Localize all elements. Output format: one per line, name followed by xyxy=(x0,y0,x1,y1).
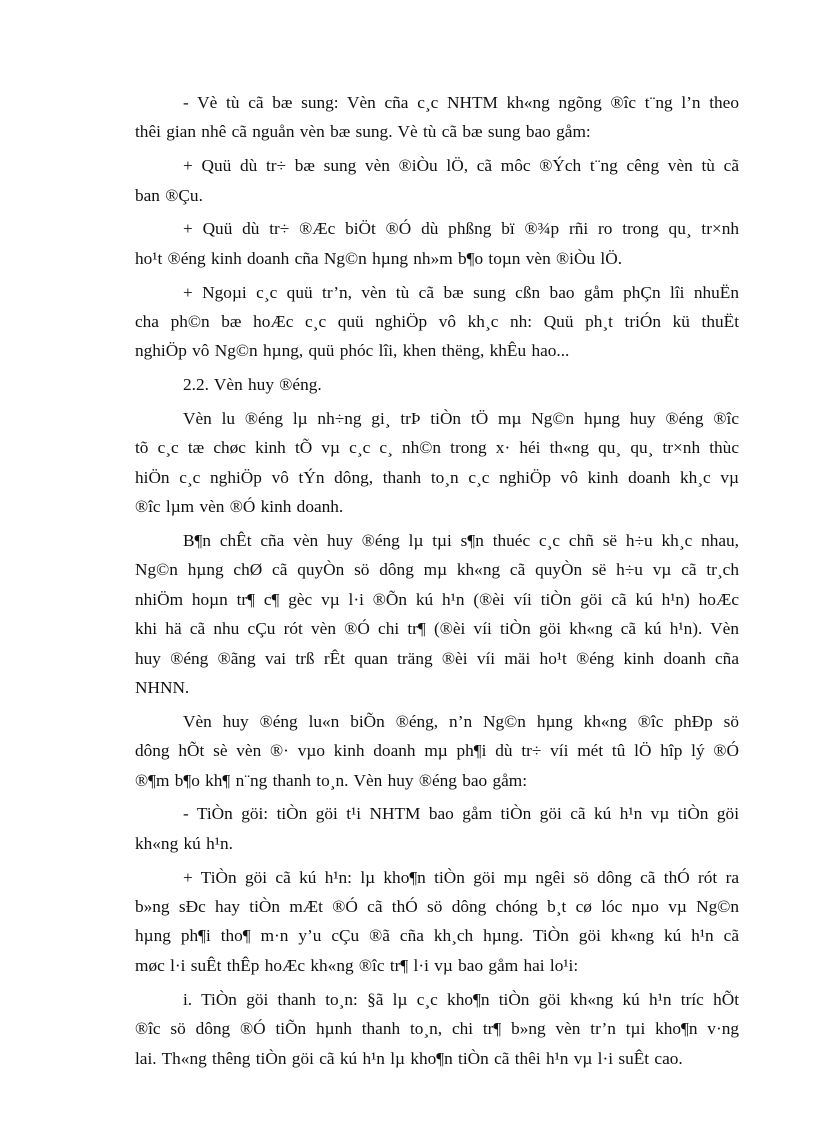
paragraph-line: Vèn huy ®éng lu«n biÕn ®éng, n’n Ng©n hµng kh«ng ®îc phÐp sö xyxy=(183,711,739,731)
paragraph-line: + TiÒn göi cã kú h¹n: lµ kho¶n tiÒn göi mµ ngêi sö dông cã thÓ rót ra xyxy=(183,867,739,887)
paragraph-line: i. TiÒn göi thanh to¸n: §ã lµ c¸c kho¶n tiÒn göi kh«ng kú h¹n tríc hÕt xyxy=(183,989,739,1009)
paragraph-line: NHNN. xyxy=(135,678,190,698)
paragraph-line: møc l·i suÊt thÊp hoÆc kh«ng ®îc tr¶ l·i vµ bao gåm hai lo¹i: xyxy=(135,955,579,975)
document-paragraph xyxy=(135,526,739,702)
paragraph-line: + Ngoµi c¸c quü tr’n, vèn tù cã bæ sung cßn bao gåm phÇn lîi nhuËn xyxy=(183,282,739,302)
paragraph-line: thêi gian nhê cã nguån vèn bæ sung. Vè tù cã bæ sung bao gåm: xyxy=(135,122,591,142)
paragraph-line: ®¶m b¶o kh¶ n¨ng thanh to¸n. Vèn huy ®éng bao gåm: xyxy=(135,770,528,790)
paragraph-line: Vèn lu ®éng lµ nh÷ng gi¸ trÞ tiÒn tÖ mµ Ng©n hµng huy ®éng ®îc xyxy=(183,409,739,429)
paragraph-line: khi hä cã nhu cÇu rót vèn ®Ó chi tr¶ (®èi víi tiÒn göi kh«ng cã kú h¹n). Vèn xyxy=(135,619,739,639)
document-paragraph xyxy=(135,151,739,210)
paragraph-line: + Quü dù tr÷ ®Æc biÖt ®Ó dù phßng bï ®¾p rñi ro trong qu¸ tr×nh xyxy=(183,219,739,239)
paragraph-line: ban ®Çu. xyxy=(135,185,203,205)
document-paragraph xyxy=(135,214,739,273)
document-paragraph xyxy=(135,863,739,981)
paragraph-line: - TiÒn göi: tiÒn göi t¹i NHTM bao gåm tiÒn göi cã kú h¹n vµ tiÒn göi xyxy=(183,804,739,824)
document-paragraph xyxy=(135,799,739,858)
paragraph-line: dông hÕt sè vèn ®· vµo kinh doanh mµ ph¶i dù tr÷ víi mét tû lÖ hîp lý ®Ó xyxy=(135,741,739,761)
paragraph-line: + Quü dù tr÷ bæ sung vèn ®iÒu lÖ, cã môc ®Ých t¨ng cêng vèn tù cã xyxy=(183,156,739,176)
document-body xyxy=(135,88,739,1077)
paragraph-line: - Vè tù cã bæ sung: Vèn cña c¸c NHTM kh«ng ngõng ®îc t¨ng l’n theo xyxy=(183,93,739,112)
paragraph-line: huy ®éng ®ãng vai trß rÊt quan träng ®èi víi mäi ho¹t ®éng kinh doanh cña xyxy=(135,648,739,668)
paragraph-line: lai. Th«ng thêng tiÒn göi cã kú h¹n lµ kho¶n tiÒn cã thêi h¹n vµ l·i suÊt cao. xyxy=(135,1048,683,1068)
paragraph-line: Ng©n hµng chØ cã quyÒn sö dông mµ kh«ng cã quyÒn së h÷u vµ cã tr¸ch xyxy=(135,560,739,580)
paragraph-line: hµng ph¶i tho¶ m·n y’u cÇu ®ã cña kh¸ch hµng. TiÒn göi kh«ng kú h¹n cã xyxy=(135,926,739,946)
document-paragraph xyxy=(135,404,739,522)
paragraph-line: tõ c¸c tæ chøc kinh tÕ vµ c¸c c¸ nh©n trong x· héi th«ng qu¸ qu¸ tr×nh thùc xyxy=(135,438,739,458)
paragraph-line: 2.2. Vèn huy ®éng. xyxy=(183,375,322,395)
paragraph-line: ®îc lµm vèn ®Ó kinh doanh. xyxy=(135,497,344,517)
document-paragraph xyxy=(135,370,739,399)
paragraph-line: ho¹t ®éng kinh doanh cña Ng©n hµng nh»m b¶o toµn vèn ®iÒu lÖ. xyxy=(135,248,623,268)
document-paragraph xyxy=(135,707,739,795)
paragraph-line: nhiÖm hoµn tr¶ c¶ gèc vµ l·i ®Õn kú h¹n (®èi víi tiÒn göi cã kú h¹n) hoÆc xyxy=(135,589,739,609)
document-paragraph xyxy=(135,278,739,366)
paragraph-line: b»ng sÐc hay tiÒn mÆt ®Ó cã thÓ sö dông chóng b¸t cø lóc nµo vµ Ng©n xyxy=(135,897,739,917)
paragraph-line: ®îc sö dông ®Ó tiÕn hµnh thanh to¸n, chi tr¶ b»ng vèn tr’n tµi kho¶n v·ng xyxy=(135,1019,739,1039)
paragraph-line: hiÖn c¸c nghiÖp vô tÝn dông, thanh to¸n c¸c nghiÖp vô kinh doanh kh¸c vµ xyxy=(135,467,739,487)
paragraph-line: nghiÖp vô Ng©n hµng, quü phóc lîi, khen thëng, khÊu hao... xyxy=(135,341,570,361)
paragraph-line: B¶n chÊt cña vèn huy ®éng lµ tµi s¶n thuéc c¸c chñ së h÷u kh¸c nhau, xyxy=(183,531,739,551)
document-paragraph xyxy=(135,88,739,147)
paragraph-line: cha ph©n bæ hoÆc c¸c quü nghiÖp vô kh¸c nh: Quü ph¸t triÓn kü thuËt xyxy=(135,312,739,332)
document-paragraph xyxy=(135,985,739,1073)
paragraph-line: kh«ng kú h¹n. xyxy=(135,833,233,853)
